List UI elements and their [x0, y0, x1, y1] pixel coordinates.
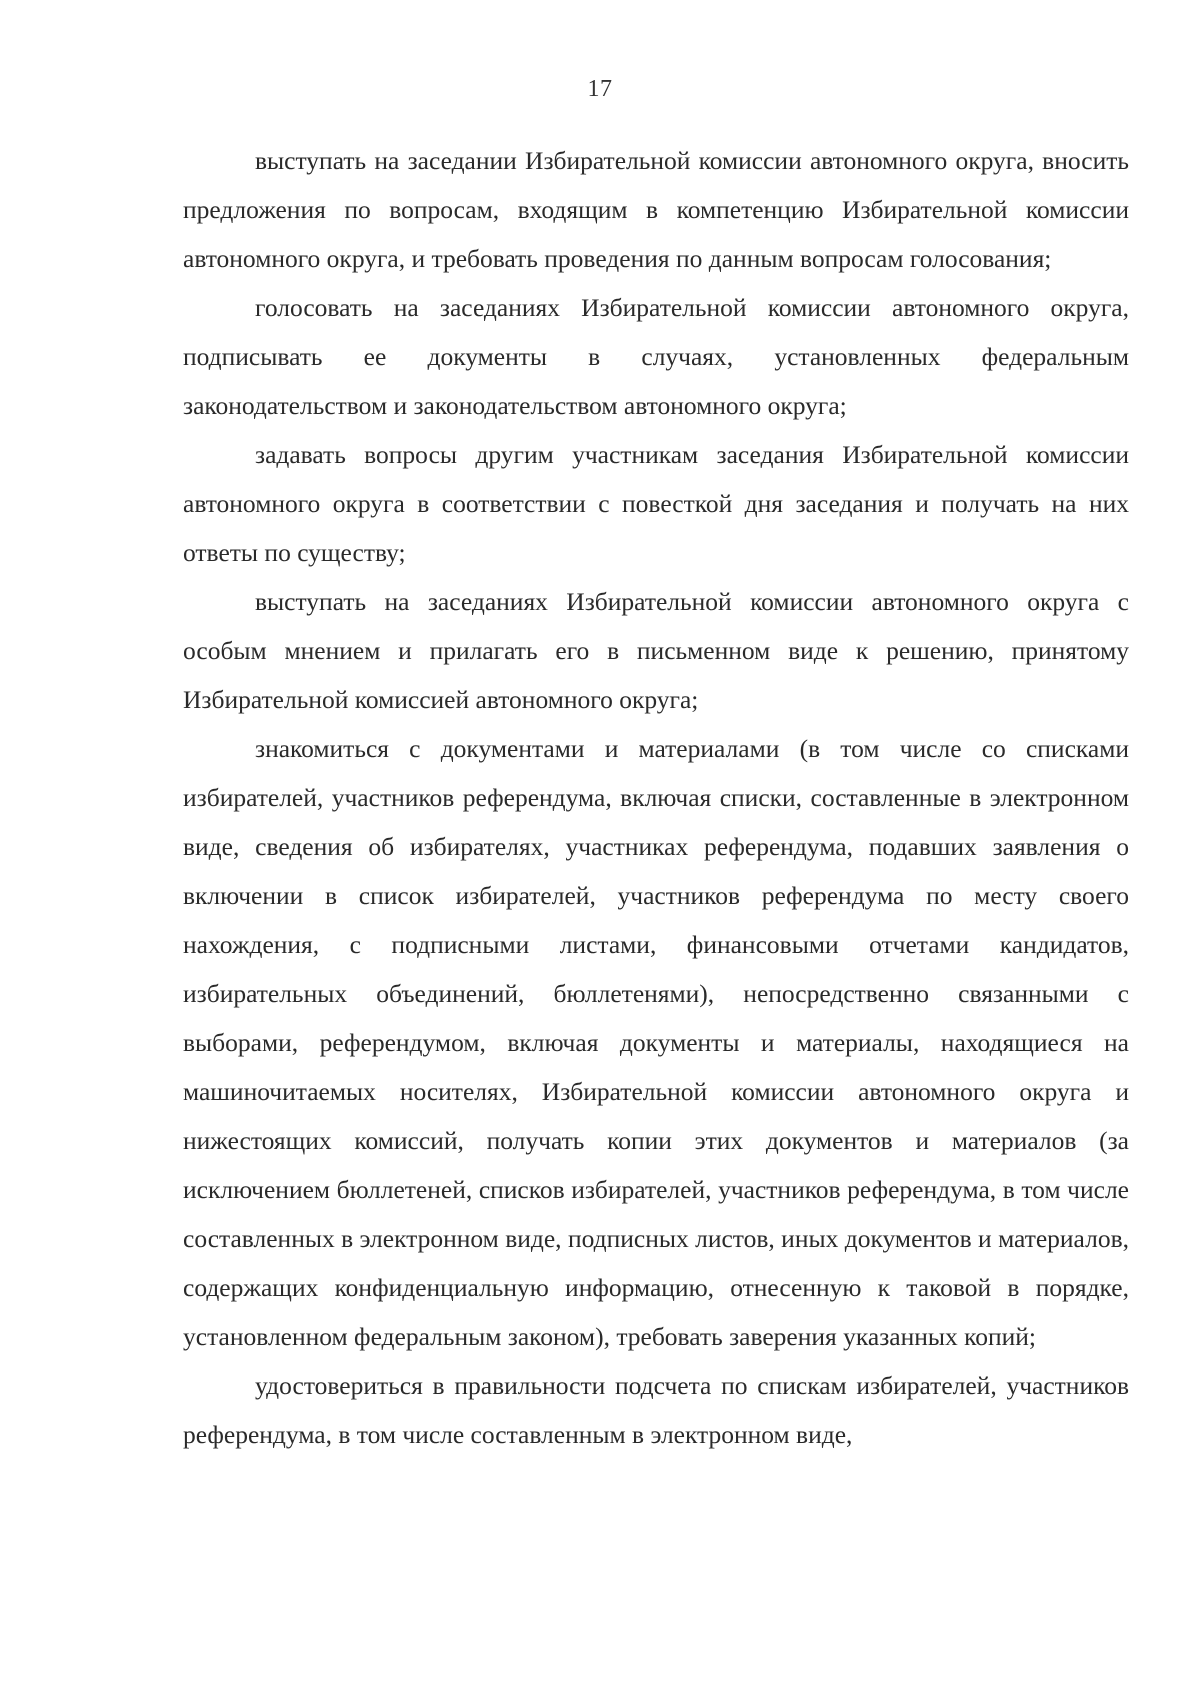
- paragraph-speak-at-meeting: выступать на заседании Избирательной комиссии автономного округа, вносить предложения по вопросам, входящим в компетенцию Избирательной комиссии автономного округа, и требовать проведения по данным вопросам голосования;: [183, 146, 1129, 273]
- paragraph-dissenting-opinion: выступать на заседаниях Избирательной комиссии автономного округа с особым мнением и прилагать его в письменном виде к решению, принятому Избирательной комиссией автономного округа;: [183, 587, 1129, 714]
- paragraph-verify-count: удостовериться в правильности подсчета по спискам избирателей, участников референдума, в том числе составленным в электронном виде,: [183, 1371, 1129, 1449]
- paragraph-review-documents: знакомиться с документами и материалами (в том числе со списками избирателей, участников референдума, включая списки, составленные в электронном виде, сведения об избирателях, участниках референдума, подавших заявления о включении в список избирателей, участников референдума по месту своего нахождения, с подписными листами, финансовыми отчетами кандидатов, избирательных объединений, бюллетенями), непосредственно связанными с выборами, референдумом, включая документы и материалы, находящиеся на машиночитаемых носителях, Избирательной комиссии автономного округа и нижестоящих комиссий, получать копии этих документов и материалов (за исключением бюллетеней, списков избирателей, участников референдума, в том числе составленных в электронном виде, подписных листов, иных документов и материалов, содержащих конфиденциальную информацию, отнесенную к таковой в порядке, установленном федеральным законом), требовать заверения указанных копий;: [183, 734, 1129, 1351]
- page-number: 17: [587, 76, 613, 102]
- document-body: [183, 136, 1129, 1459]
- paragraph-ask-questions: задавать вопросы другим участникам заседания Избирательной комиссии автономного округа в соответствии с повесткой дня заседания и получать на них ответы по существу;: [183, 440, 1129, 567]
- paragraph-vote-at-meetings: голосовать на заседаниях Избирательной комиссии автономного округа, подписывать ее документы в случаях, установленных федеральным законодательством и законодательством автономного округа;: [183, 293, 1129, 420]
